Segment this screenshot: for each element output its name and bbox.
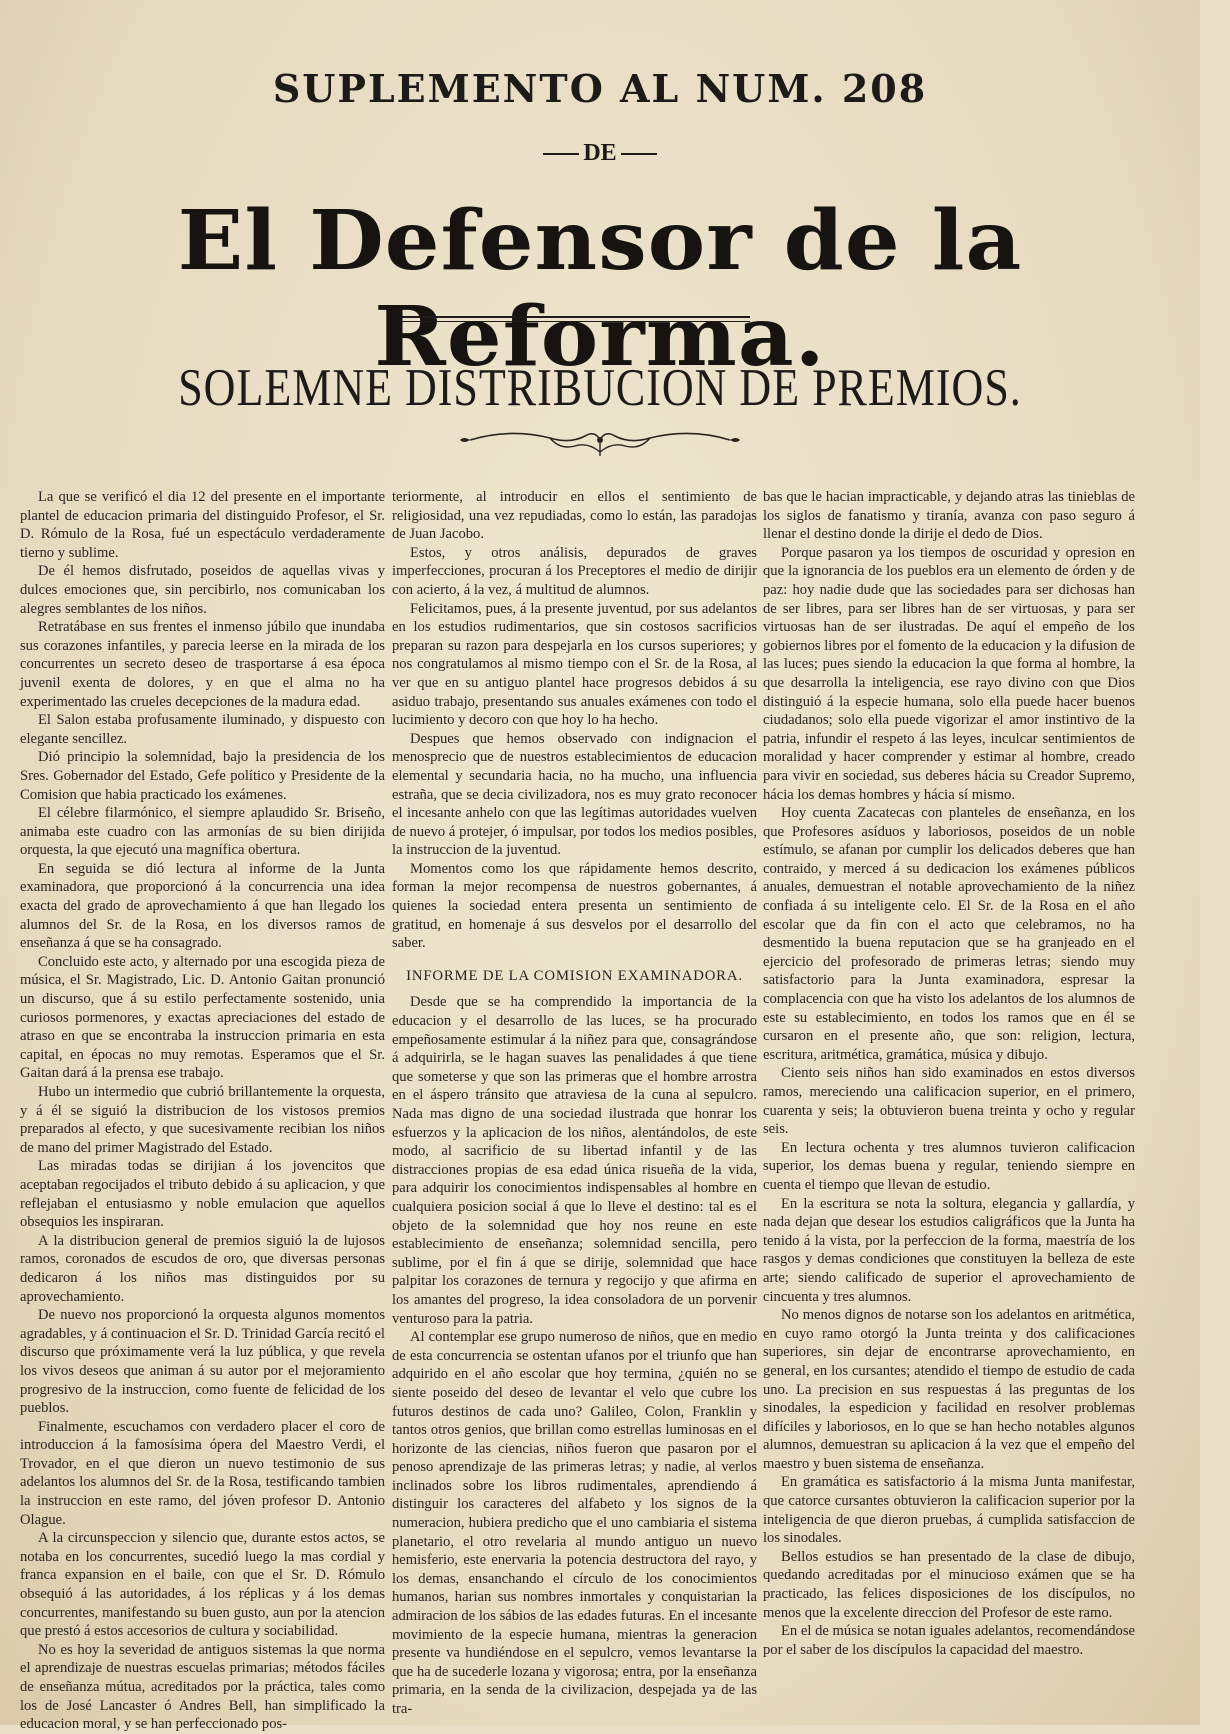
paragraph: Estos, y otros análisis, depurados de graves imperfecciones, procuran á los Preceptores el medio de dirijir con acierto, á la vez, á multitud de alumnos. bbox=[392, 544, 757, 598]
ornament-flourish-icon bbox=[450, 420, 750, 460]
paragraph: En la escritura se nota la soltura, elegancia y gallardía, y nada dejan que desear los estudios caligráficos que la Junta ha tenido á la vista, por la perfeccion de la forma, maestría de los rasgos y demas condiciones que constituyen la belleza de este arte; siendo calificado de superior el aprovechamiento de cincuenta y tres alumnos. bbox=[763, 1195, 1135, 1305]
paragraph: No menos dignos de notarse son los adelantos en aritmética, en cuyo ramo otorgó la Junta treinta y dos calificaciones superiores, sin dejar de encontrarse aprovechamiento, en general, en los cursantes; atendido el tiempo de estudio de cada uno. La precision en sus respuestas á las preguntas de los sinodales, la espedicion y facilidad en resolver problemas difíciles y laboriosos, en lo que se han hecho notables algunos alumnos, demuestran su aplicacion á la vez que el empeño del maestro y buen sistema de enseñanza. bbox=[763, 1307, 1135, 1472]
paragraph: Felicitamos, pues, á la presente juventud, por sus adelantos en los estudios rudimentarios, que sin costosos sacrificios preparan su razon para despejarla en los cursos superiores; y nos congratulamos al mismo tiempo con el Sr. de la Rosa, al ver que en su antiguo plantel hace progresos debidos á su asiduo trabajo, presentando sus anuales exámenes con todo el lucimiento y decoro con que hoy lo ha hecho. bbox=[392, 600, 757, 729]
paragraph: bas que le hacian impracticable, y dejando atras las tinieblas de los siglos de fanatismo y tiranía, avanza con paso seguro á llenar el destino donde la dirije el dedo de Dios. bbox=[763, 489, 1135, 543]
paragraph: En seguida se dió lectura al informe de la Junta examinadora, que proporcionó á la concurrencia una idea exacta del grado de aprovechamiento á que han llegado los alumnos del Sr. de la Rosa, en los diversos ramos de enseñanza á que se ha consagrado. bbox=[20, 860, 385, 952]
paragraph: Hubo un intermedio que cubrió brillantemente la orquesta, y á él se siguió la distribucion de los vistosos premios preparados al efecto, y que sucesivamente recibian los niños de mano del primer Magistrado del Estado. bbox=[20, 1084, 385, 1156]
paragraph: El célebre filarmónico, el siempre aplaudido Sr. Briseño, animaba este cuadro con las armonías de su bien dirijida orquesta, la que ejecutó una magnífica obertura. bbox=[20, 805, 385, 859]
paragraph: A la distribucion general de premios siguió la de lujosos ramos, coronados de escudos de oro, que diversas personas dedicaron á los niños mas distinguidos por su aprovechamiento. bbox=[20, 1232, 385, 1305]
column-right bbox=[763, 488, 1135, 1713]
paragraph: En el de música se notan iguales adelantos, recomendándose por el saber de los discípulos la capacidad del maestro. bbox=[763, 1623, 1135, 1658]
column-middle-bottom bbox=[392, 993, 757, 1718]
paragraph: De nuevo nos proporcionó la orquesta algunos momentos agradables, y á continuacion el Sr. D. Trinidad García recitó el discurso que próximamente verá la luz pública, y que revela los vivos deseos que animan á su autor por el mejoramiento progresivo de la instruccion, como fuente de felicidad de los pueblos. bbox=[20, 1307, 385, 1417]
column-middle bbox=[392, 488, 757, 1717]
left-rule bbox=[543, 153, 579, 155]
paragraph: No es hoy la severidad de antiguos sistemas la que norma el aprendizaje de nuestras escuelas primarias; métodos fáciles de enseñanza mútua, acreditados por la práctica, tales como los de José Lancaster ó Andres Bell, han simplificado la educacion moral, y se han perfeccionado pos- bbox=[20, 1641, 385, 1733]
paragraph: Hoy cuenta Zacatecas con planteles de enseñanza, en los que Profesores asíduos y laboriosos, poseidos de un noble estímulo, se afanan por cumplir los delicados deberes que han contraido, y merced á su dedicacion los exámenes públicos anuales, demuestran el notable aprovechamiento de la niñez confiada á su inteligente celo. El Sr. de la Rosa en el año escolar que da fin con el acto que celebramos, no ha desmentido la buena reputacion que se ha granjeado en el ejercicio del profesorado de primeras letras; siendo muy satisfactorio para la Junta examinadora, espresar la complacencia con que ha visto los adelantos de los alumnos de este su establecimiento, en todos los ramos que en él se cursaron en el presente año, que son: religion, lectura, escritura, aritmética, gramática, música y dibujo. bbox=[763, 805, 1135, 1063]
paragraph: El Salon estaba profusamente iluminado, y dispuesto con elegante sencillez. bbox=[20, 712, 385, 747]
paragraph: Momentos como los que rápidamente hemos descrito, forman la mejor recompensa de nuestros gobernantes, á quienes la sociedad entera presenta un sentimiento de gratitud, en homenaje á sus desvelos por el desarrollo del saber. bbox=[392, 860, 757, 952]
right-rule bbox=[621, 153, 657, 155]
paragraph: Dió principio la solemnidad, bajo la presidencia de los Sres. Gobernador del Estado, Gefe político y Presidente de la Comision que habia practicado los exámenes. bbox=[20, 749, 385, 803]
paragraph: La que se verificó el dia 12 del presente en el importante plantel de educacion primaria del distinguido Profesor, el Sr. D. Rómulo de la Rosa, fué un espectáculo verdaderamente tierno y sublime. bbox=[20, 489, 385, 561]
paragraph: Concluido este acto, y alternado por una escogida pieza de música, el Sr. Magistrado, Lic. D. Antonio Gaitan pronunció un discurso, que á su estilo perfectamente sostenido, unia curiosos pormenores, y exactas apreciaciones del estado de atraso en que se encontraba la instruccion primaria en esta capital, en épocas no muy remotas. Esperamos que el Sr. Gaitan dará á la prensa ese trabajo. bbox=[20, 953, 385, 1082]
paragraph: Despues que hemos observado con indignacion el menosprecio que de nuestros establecimientos de educacion elemental y secundaria hacia, no ha mucho, una influencia estraña, que se decia civilizadora, nos es muy grato reconocer el incesante anhelo con que las legítimas autoridades vuelven de nuevo á protejer, ó impulsar, por todos los medios posibles, la instruccion de la juventud. bbox=[392, 730, 757, 859]
paragraph: Al contemplar ese grupo numeroso de niños, que en medio de esta concurrencia se ostentan ufanos por el triunfo que han adquirido en el año escolar que hoy termina, ¿quién no se siente poseido del deseo de levantar el velo que cubre los futuros destinos de cada uno? Galileo, Colon, Franklin y tantos otros genios, que brillan como estrellas luminosas en el horizonte de las ciencias, niños fueron que pasaron por el penoso aprendizaje de las primeras letras; y nadie, al verlos inclinados sobre los libros rudimentales, aprendiendo á distinguir los caracteres del alfabeto y los signos de la numeracion, hubiera predicho que el uno cambiaria el sistema planetario, el otro revelaria al mundo antiguo un nuevo hemisferio, este enervaria la potencia destructora del rayo, y los demas, ensanchando el círculo de los conocimientos humanos, harian sus nombres inmortales y conquistarian la admiracion de los sábios de las edades futuras. En el incesante movimiento de la especie humana, mientras la generacion presente va hundiéndose en el sepulcro, vemos levantarse la que ha de sucederle lozana y vigorosa; entra, por la enseñanza primaria, en la senda de la civilizacion, despejada ya de las tra- bbox=[392, 1329, 757, 1717]
article-headline: SOLEMNE DISTRIBUCION DE PREMIOS. bbox=[178, 358, 1022, 417]
paragraph: Las miradas todas se dirijian á los jovencitos que aceptaban regocijados el tributo debido á su aplicacion, y que reflejaban el entusiasmo y noble emulacion que aquellos obsequios les inspiraran. bbox=[20, 1158, 385, 1231]
title-divider bbox=[400, 316, 750, 322]
paragraph: En gramática es satisfactorio á la misma Junta manifestar, que catorce cursantes obtuvieron la calificacion superior por la inteligencia de que dieron pruebas, á cumplida satisfaccion de los sinodales. bbox=[763, 1474, 1135, 1547]
paragraph: Porque pasaron ya los tiempos de oscuridad y opresion en que la ignorancia de los pueblos era un elemento de órden y de paz: hoy nadie dude que las sociedades para ser dichosas han de ser libres, para ser libres han de ser virtuosas, y para ser virtuosas han de ser ilustradas. De aquí el empeño de los gobiernos libres por el fomento de la educacion y la difusion de las luces; pues siendo la educacion la que forma al hombre, la que desarrolla la inteligencia, ese rayo divino con que Dios distinguió á la especie humana, solo ella puede hacer buenos ciudadanos; solo ella puede vigorizar el amor instintivo de la patria, infundir el respeto á las leyes, inculcar sentimientos de moralidad y hacer comprender y estimar al hombre, creado para vivir en sociedad, sus deberes hácia su Creador Supremo, hácia los demas hombres y hácia sí mismo. bbox=[763, 544, 1135, 803]
column-middle-top bbox=[392, 488, 757, 953]
section-heading: INFORME DE LA COMISION EXAMINADORA. bbox=[406, 967, 743, 984]
connector-line bbox=[0, 140, 1200, 167]
paragraph: Desde que se ha comprendido la importancia de la educacion y el desarrollo de las luces, se ha procurado empeñosamente estimular á la niñez para que, consagrándose á adquirirla, se le hagan suaves las penalidades á que tiene que someterse y que son las primeras que el hombre arrostra en el áspero tránsito que atraviesa de la cuna al sepulcro. Nada mas digno de una sociedad ilustrada que honrar los esfuerzos y la aplicacion de los niños, alentándolos, de este modo, al sacrificio de su libertad infantil y de las distracciones propias de esa edad única risueña de la vida, para adquirir los conocimientos indispensables al hombre en cualquiera posicion social á que lo lleve el destino: tal es el objeto de la solemnidad que hoy nos reune en este establecimiento de enseñanza; solemnidad sencilla, pero sublime, por el fin á que se dirije, solemnidad que hace palpitar los corazones de ternura y regocijo y que afirma en los amantes del progreso, la idea consoladora de un porvenir venturoso para la patria. bbox=[392, 994, 757, 1327]
paragraph: Bellos estudios se han presentado de la clase de dibujo, quedando acreditadas por el minucioso exámen que se ha practicado, las felices disposiciones de los discípulos, no menos que la excelente direccion del Profesor de este ramo. bbox=[763, 1548, 1135, 1621]
newspaper-title: El Defensor de la Reforma. bbox=[177, 193, 1023, 385]
paragraph: En lectura ochenta y tres alumnos tuvieron calificacion superior, los demas buena y regular, teniendo siempre en cuenta el tiempo que llevan de estudio. bbox=[763, 1139, 1135, 1193]
connector-word: DE bbox=[583, 140, 617, 166]
supplement-heading: SUPLEMENTO AL NUM. 208 bbox=[272, 66, 928, 111]
column-left bbox=[20, 488, 385, 1733]
paragraph: A la circunspeccion y silencio que, durante estos actos, se notaba en los concurrentes, sucedió luego la mas cordial y franca expansion en el baile, con que el Sr. D. Rómulo obsequió á las autoridades, á los réplicas y á los demas concurrentes, manifestando su buen gusto, aun por la atencion que prestó á estos accesorios de cultura y sociabilidad. bbox=[20, 1530, 385, 1640]
paragraph: teriormente, al introducir en ellos el sentimiento de religiosidad, una vez repudiadas, como lo están, las paradojas de Juan Jacobo. bbox=[392, 489, 757, 543]
paragraph: Ciento seis niños han sido examinados en estos diversos ramos, mereciendo una calificacion superior, en el primero, cuarenta y seis; la obtuvieron buena treinta y ocho y regular seis. bbox=[763, 1065, 1135, 1138]
paragraph: Finalmente, escuchamos con verdadero placer el coro de introduccion á la famosísima ópera del Maestro Verdi, el Trovador, en el que dieron un nuevo testimonio de sus adelantos los alumnos del Sr. de la Rosa, testificando tambien la instruccion en este ramo, del jóven profesor D. Antonio Olague. bbox=[20, 1418, 385, 1528]
paragraph: Retratábase en sus frentes el inmenso júbilo que inundaba sus corazones infantiles, y parecia leerse en la mirada de los concurrentes un secreto deseo de trasportarse á esa época juvenil exenta de dolores, y en que el alma no ha experimentado las crueles decepciones de la madura edad. bbox=[20, 619, 385, 710]
paragraph: De él hemos disfrutado, poseidos de aquellas vivas y dulces emociones que, sin percibirlo, nos comunicaban los alegres semblantes de los niños. bbox=[20, 563, 385, 617]
